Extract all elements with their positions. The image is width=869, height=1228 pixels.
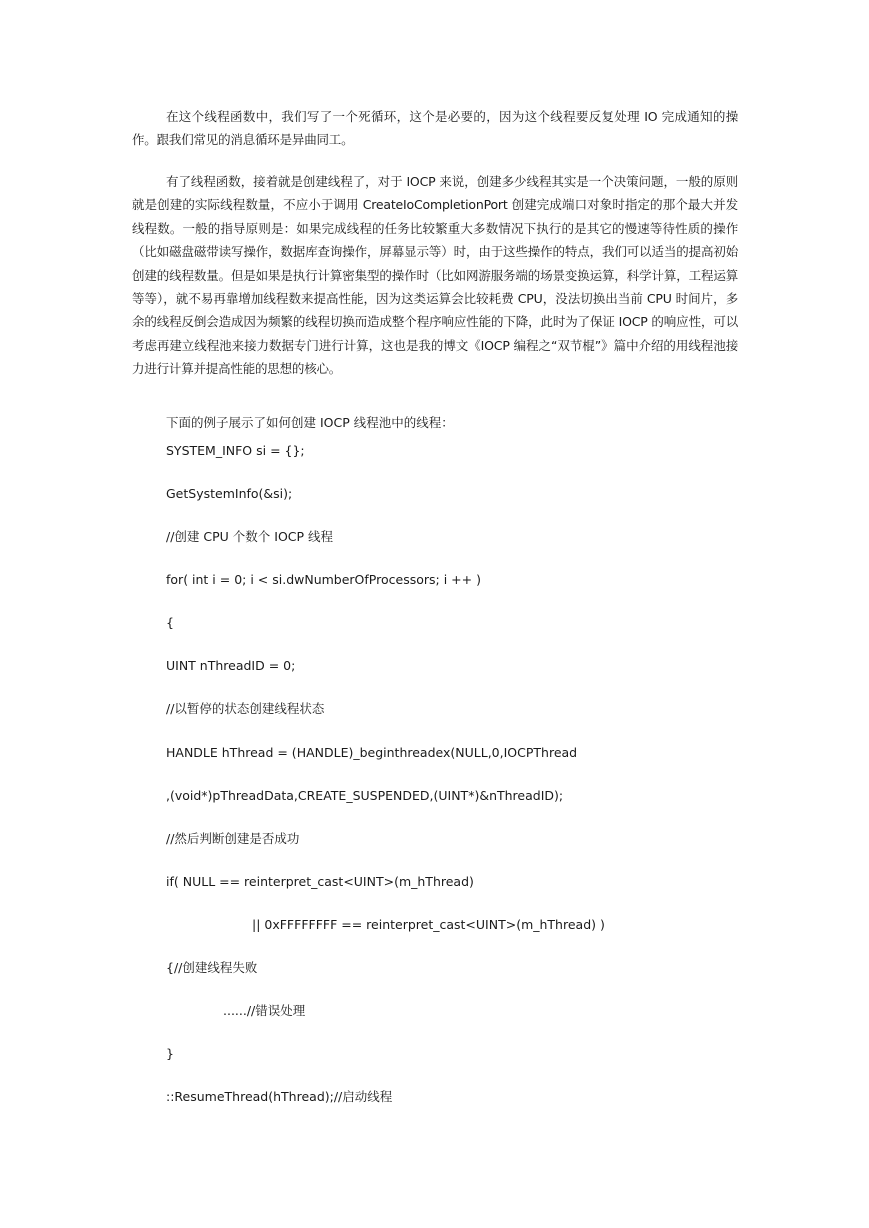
code-line-15: } bbox=[166, 1046, 174, 1061]
code-line-1: SYSTEM_INFO si = {}; bbox=[166, 443, 305, 458]
intro-line: 下面的例子展示了如何创建 IOCP 线程池中的线程： bbox=[166, 415, 454, 430]
code-line-16: ::ResumeThread(hThread);//启动线程 bbox=[166, 1089, 393, 1104]
code-line-12: || 0xFFFFFFFF == reinterpret_cast<UINT>(m_hThread) ) bbox=[252, 917, 605, 932]
code-line-9: ,(void*)pThreadData,CREATE_SUSPENDED,(UINT*)&nThreadID); bbox=[166, 788, 564, 803]
code-line-4: for( int i = 0; i < si.dwNumberOfProcessors; i ++ ) bbox=[166, 572, 481, 587]
code-line-11: if( NULL == reinterpret_cast<UINT>(m_hThread) bbox=[166, 874, 474, 889]
code-line-13: {//创建线程失败 bbox=[166, 960, 258, 975]
code-line-5: { bbox=[166, 615, 174, 630]
code-line-3: //创建 CPU 个数个 IOCP 线程 bbox=[166, 529, 334, 544]
code-line-2: GetSystemInfo(&si); bbox=[166, 486, 293, 501]
paragraph-thread-count: 有了线程函数，接着就是创建线程了，对于 IOCP 来说，创建多少线程其实是一个决策问题，一般的原则就是创建的实际线程数量，不应小于调用 CreateIoCompletionPort 创建完成端口对象时指定的那个最大并发线程数。一般的指导原则是：如果完成线程的任务比较繁重大多数情况下执行的是其它的慢速等待性质的操作（比如磁盘磁带读写操作，数据库查询操作，屏幕显示等）时，由于这些操作的特点，我们可以适当的提高初始创建的线程数量。但是如果是执行计算密集型的操作时（比如网游服务端的场景变换运算，科学计算，工程运算等等），就不易再靠增加线程数来提高性能，因为这类运算会比较耗费 CPU，没法切换出当前 CPU 时间片，多余的线程反倒会造成因为频繁的线程切换而造成整个程序响应性能的下降，此时为了保证 IOCP 的响应性，可以考虑再建立线程池来接力数据专门进行计算，这也是我的博文《IOCP 编程之“双节棍”》篇中介绍的用线程池接力进行计算并提高性能的思想的核心。 bbox=[132, 174, 738, 377]
code-line-6: UINT nThreadID = 0; bbox=[166, 658, 296, 673]
paragraph-thread-loop: 在这个线程函数中，我们写了一个死循环，这个是必要的，因为这个线程要反复处理 IO 完成通知的操作。跟我们常见的消息循环是异曲同工。 bbox=[132, 109, 738, 148]
code-line-7: //以暂停的状态创建线程状态 bbox=[166, 701, 325, 716]
code-line-8: HANDLE hThread = (HANDLE)_beginthreadex(NULL,0,IOCPThread bbox=[166, 745, 578, 760]
code-line-14: ......//错误处理 bbox=[223, 1003, 306, 1018]
code-line-10: //然后判断创建是否成功 bbox=[166, 831, 300, 846]
